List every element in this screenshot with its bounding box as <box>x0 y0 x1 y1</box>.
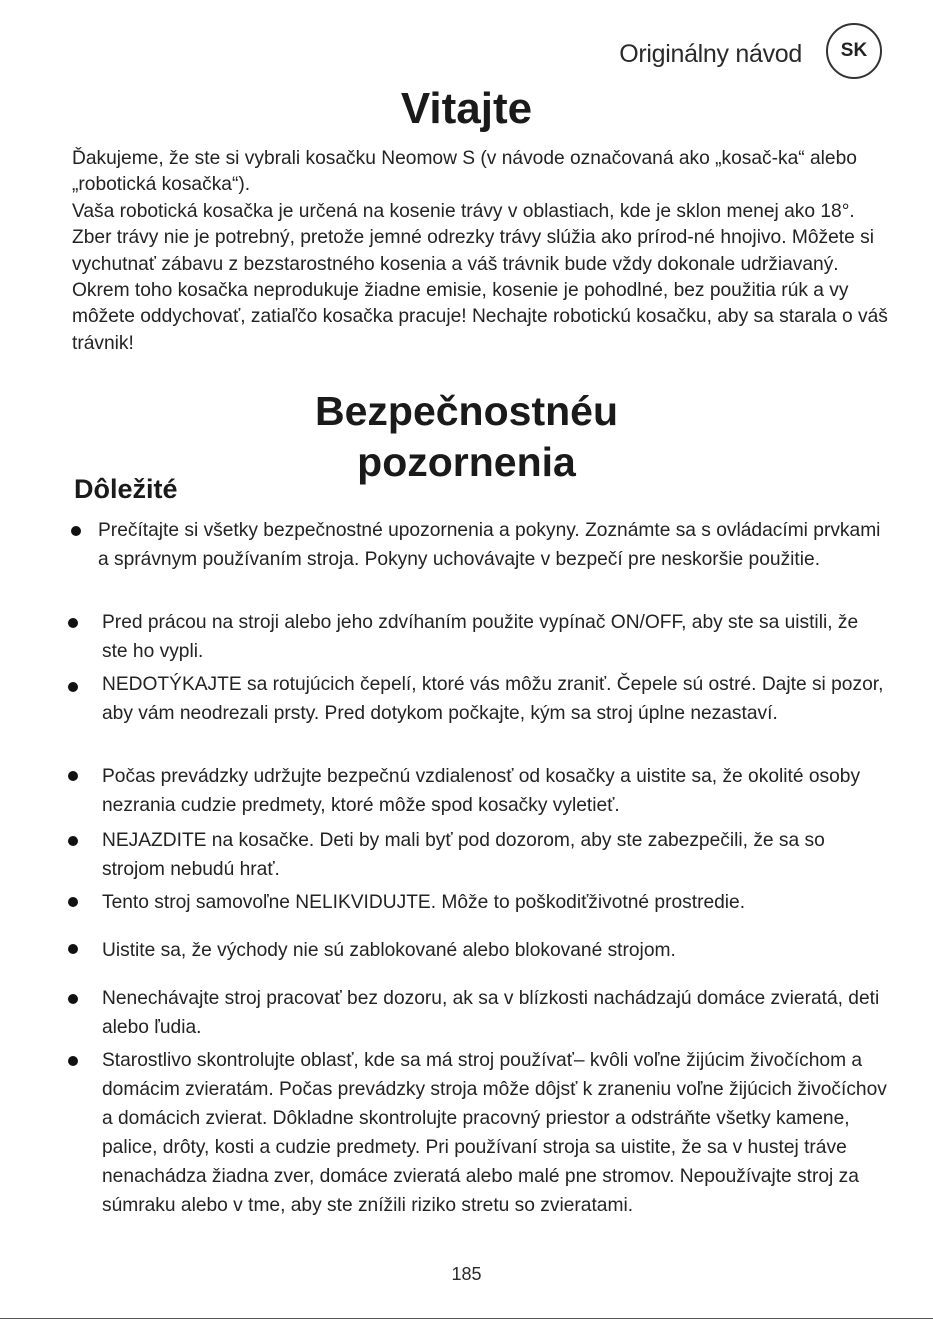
bottom-divider <box>0 1318 933 1319</box>
list-item-text: Prečítajte si všetky bezpečnostné upozornenia a pokyny. Zoznámte sa s ovládacími prvkami a správnym používaním stroja. Pokyny uchovávajte v bezpečí pre neskoršie použitie. <box>98 520 881 570</box>
list-item-text: Starostlivo skontrolujte oblasť, kde sa má stroj používať– kvôli voľne žijúcim živočíchom a domácim zvieratám. Počas prevádzky stroja môže dôjsť k zraneniu voľne žijúcich živočíchov a domácich zvierat. Dôkladne skontrolujte pracovný priestor a odstráňte všetky kamene, palice, drôty, kosti a cudzie predmety. Pri používaní stroja sa uistite, že sa v hustej tráve nenachádza žiadna zver, domáce zvieratá alebo malé pne stromov. Nepoužívajte stroj za súmraku alebo v tme, aby ste znížili riziko stretu so zvieratami. <box>102 1050 887 1216</box>
bullet-icon <box>68 897 78 907</box>
bullet-icon <box>71 526 81 536</box>
page-title: Vitajte <box>400 84 533 133</box>
bullet-icon <box>68 994 78 1004</box>
intro-paragraph: Ďakujeme, že ste si vybrali kosačku Neomow S (v návode označovaná ako „kosač-ka“ alebo „robotická kosačka“). <box>72 148 857 196</box>
safety-title-line: Bezpečnostnéu <box>315 388 618 434</box>
intro-paragraph: Vaša robotická kosačka je určená na kosenie trávy v oblastiach, kde je sklon menej ako 18°. Zber trávy nie je potrebný, pretože jemné odrezky trávy slúžia ako prírod-né hnojivo. Môžete si vychutnať zábavu z bezstarostného kosenia a váš trávnik bude vždy dokonale udržiavaný. Okrem toho kosačka neprodukuje žiadne emisie, kosenie je pohodlné, bez použitia rúk a vy môžete oddychovať, zatiaľčo kosačka pracuje! Nechajte robotickú kosačku, aby sa starala o váš trávnik! <box>72 200 888 354</box>
bullet-icon <box>68 944 78 954</box>
bullet-icon <box>68 836 78 846</box>
list-item-text: Uistite sa, že východy nie sú zablokované alebo blokované strojom. <box>102 940 676 961</box>
list-item-text: Pred prácou na stroji alebo jeho zdvíhaním použite vypínač ON/OFF, aby ste sa uistili, že ste ho vypli. <box>102 612 859 662</box>
important-subheading: Dôležité <box>74 474 178 504</box>
safety-section-title <box>0 386 933 488</box>
bullet-icon <box>68 682 78 692</box>
safety-title-line: pozornenia <box>357 439 576 485</box>
list-item-text: Počas prevádzky udržujte bezpečnú vzdialenosť od kosačky a uistite sa, že okolité osoby nezrania cudzie predmety, ktoré môže spod kosačky vyletieť. <box>102 766 861 816</box>
manual-type-label: Originálny návod <box>619 40 802 68</box>
bullet-icon <box>68 771 78 781</box>
list-item-text: NEDOTÝKAJTE sa rotujúcich čepelí, ktoré vás môžu zraniť. Čepele sú ostré. Dajte si pozor, aby vám neodrezali prsty. Pred dotykom počkajte, kým sa stroj úplne nezastaví. <box>102 674 884 724</box>
list-item-text: Tento stroj samovoľne NELIKVIDUJTE. Môže to poškodiťživotné prostredie. <box>102 892 746 913</box>
list-item-text: Nenechávajte stroj pracovať bez dozoru, ak sa v blízkosti nachádzajú domáce zvieratá, deti alebo ľudia. <box>102 988 880 1038</box>
page-number: 185 <box>451 1264 482 1284</box>
intro-section <box>72 146 892 357</box>
list-item-text: NEJAZDITE na kosačke. Deti by mali byť pod dozorom, aby ste zabezpečili, že sa so strojom nebudú hrať. <box>102 830 825 880</box>
bullet-icon <box>68 1056 78 1066</box>
bullet-icon <box>68 618 78 628</box>
language-badge: SK <box>826 23 882 79</box>
